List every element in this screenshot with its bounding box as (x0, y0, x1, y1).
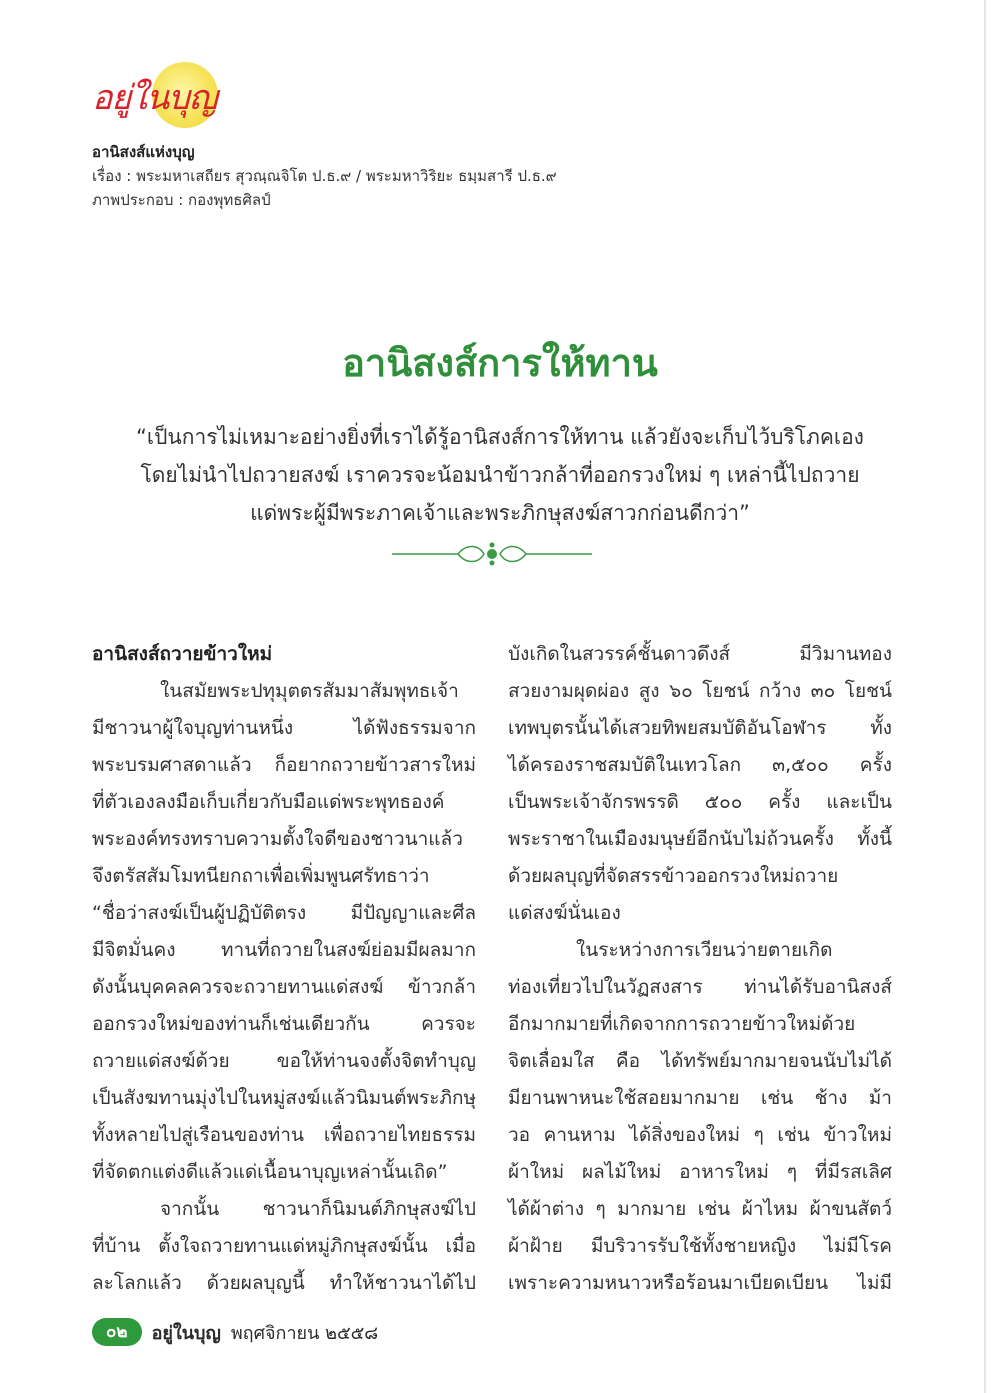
paragraph-line: ในสมัยพระปทุมุตตรสัมมาสัมพุทธเจ้า (160, 680, 459, 702)
paragraph-line: ที่บ้าน ตั้งใจถวายทานแด่หมู่ภิกษุสงฆ์นั้น เมื่อ (92, 1235, 476, 1257)
paragraph-line: เป็นสังฆทานมุ่งไปในหมู่สงฆ์ แล้วนิมนต์พระภิกษุ (92, 1087, 476, 1109)
paragraph-line: ออกรวงใหม่ของท่านก็เช่นเดียวกัน ควรจะ (92, 1013, 476, 1035)
quote-line: โดยไม่นำไปถวายสงฆ์ เราควรจะน้อมนำข้าวกล้าที่ออกรวงใหม่ ๆ เหล่านี้ไปถวาย (140, 463, 860, 487)
paragraph-line: ท่องเที่ยวไปในวัฏสงสาร ท่านได้รับอานิสงส์ (508, 976, 892, 998)
page-edge-line (984, 0, 986, 1393)
paragraph-line: สวยงามผุดผ่อง สูง ๖๐ โยชน์ กว้าง ๓๐ โยชน์ (508, 680, 892, 702)
paragraph-line: มียานพาหนะใช้สอยมากมาย เช่น ช้าง ม้า (508, 1087, 892, 1109)
paragraph-line: มีจิตมั่นคง ทานที่ถวายในสงฆ์ย่อมมีผลมาก (92, 939, 476, 961)
paragraph-line: ละโลกแล้ว ด้วยผลบุญนี้ ทำให้ชาวนาได้ไป (92, 1272, 476, 1294)
quote-line: “เป็นการไม่เหมาะอย่างยิ่งที่เราได้รู้อานิสงส์การให้ทาน แล้วยังจะเก็บไว้บริโภคเอง (136, 425, 864, 449)
page-footer (92, 1318, 378, 1346)
paragraph-line: พระบรมศาสดาแล้ว ก็อยากถวายข้าวสารใหม่ (92, 754, 476, 776)
decorative-divider (392, 540, 592, 568)
paragraph-line: ถวายแด่สงฆ์ด้วย ขอให้ท่านจงตั้งจิตทำบุญ (92, 1050, 476, 1072)
article-title: อานิสงส์การให้ทาน (342, 341, 658, 385)
paragraph-line: ได้ครองราชสมบัติในเทวโลก ๓,๕๐๐ ครั้ง (508, 754, 892, 776)
logo-text: อยู่ในบุญ (92, 78, 217, 118)
illustration-credit: ภาพประกอบ : กองพุทธศิลป์ (92, 191, 271, 209)
paragraph-line: จึงตรัสสัมโมทนียกถาเพื่อเพิ่มพูนศรัทธาว่า (92, 865, 430, 887)
footer-issue-date: พฤศจิกายน ๒๕๕๘ (230, 1322, 379, 1344)
paragraph-line: พระองค์ทรงทราบความตั้งใจดีของชาวนาแล้ว (92, 828, 463, 850)
paragraph-line: ได้ผ้าต่าง ๆ มากมาย เช่น ผ้าไหม ผ้าขนสัตว์ (508, 1198, 892, 1220)
paragraph-line: วอ คานหาม ได้สิ่งของใหม่ ๆ เช่น ข้าวใหม่ (508, 1124, 892, 1146)
paragraph-line: เทพบุตรนั้นได้เสวยทิพยสมบัติอันโอฬาร ทั้ง (508, 717, 892, 739)
paragraph-line: อีกมากมายที่เกิดจากการถวายข้าวใหม่ด้วย (508, 1013, 856, 1035)
paragraph-line: ที่จัดตกแต่งดีแล้วแด่เนื้อนาบุญเหล่านั้นเถิด” (92, 1161, 448, 1183)
paragraph-line: บังเกิดในสวรรค์ชั้นดาวดึงส์ มีวิมานทอง (508, 643, 892, 665)
footer-magazine-name: อยู่ในบุญ (151, 1322, 221, 1344)
paragraph-line: จิตเลื่อมใส คือ ได้ทรัพย์มากมายจนนับไม่ได้ (508, 1050, 892, 1072)
paragraph-line: ดังนั้นบุคคลควรจะถวายทานแด่สงฆ์ ข้าวกล้า (92, 976, 476, 998)
pull-quote (90, 418, 910, 532)
subheading: อานิสงส์ถวายข้าวใหม่ (92, 643, 273, 665)
paragraph-line: ด้วยผลบุญที่จัดสรรข้าวออกรวงใหม่ถวาย (508, 865, 839, 887)
paragraph-line: ทั้งหลายไปสู่เรือนของท่าน เพื่อถวายไทยธรรม (92, 1124, 476, 1146)
paragraph-line: ผ้าใหม่ ผลไม้ใหม่ อาหารใหม่ ๆ ที่มีรสเลิศ (508, 1161, 892, 1183)
paragraph-line: ในระหว่างการเวียนว่ายตายเกิด (576, 939, 833, 961)
page-number: ๐๒ (92, 1318, 142, 1346)
article-column-left (92, 636, 476, 1302)
author-line: เรื่อง : พระมหาเสถียร สุวณฺณจิโต ป.ธ.๙ / พระมหาวิริยะ ธมฺมสารี ป.ธ.๙ (92, 167, 557, 185)
paragraph-line: ผ้าฝ้าย มีบริวารรับใช้ทั้งชายหญิง ไม่มีโรค (508, 1235, 892, 1257)
paragraph-line: มีชาวนาผู้ใจบุญท่านหนึ่ง ได้ฟังธรรมจาก (92, 717, 476, 739)
paragraph-line: แด่สงฆ์นั่นเอง (508, 902, 621, 924)
article-meta (92, 140, 557, 212)
paragraph-line: “ชื่อว่าสงฆ์เป็นผู้ปฏิบัติตรง มีปัญญาและศีล (92, 902, 476, 924)
paragraph-line: เพราะความหนาวหรือร้อนมาเบียดเบียน ไม่มี (508, 1272, 892, 1294)
paragraph-line: เป็นพระเจ้าจักรพรรดิ ๕๐๐ ครั้ง และเป็น (508, 791, 892, 813)
paragraph-line: จากนั้น ชาวนาก็นิมนต์ภิกษุสงฆ์ไป (160, 1198, 476, 1220)
paragraph-line: พระราชาในเมืองมนุษย์อีกนับไม่ถ้วนครั้ง ทั้งนี้ (508, 828, 892, 850)
magazine-logo (92, 58, 232, 130)
quote-line: แด่พระผู้มีพระภาคเจ้าและพระภิกษุสงฆ์สาวกก่อนดีกว่า” (250, 501, 750, 525)
article-column-right (508, 636, 892, 1302)
paragraph-line: ที่ตัวเองลงมือเก็บเกี่ยวกับมือแด่พระพุทธองค์ (92, 791, 445, 813)
section-title: อานิสงส์แห่งบุญ (92, 143, 195, 161)
